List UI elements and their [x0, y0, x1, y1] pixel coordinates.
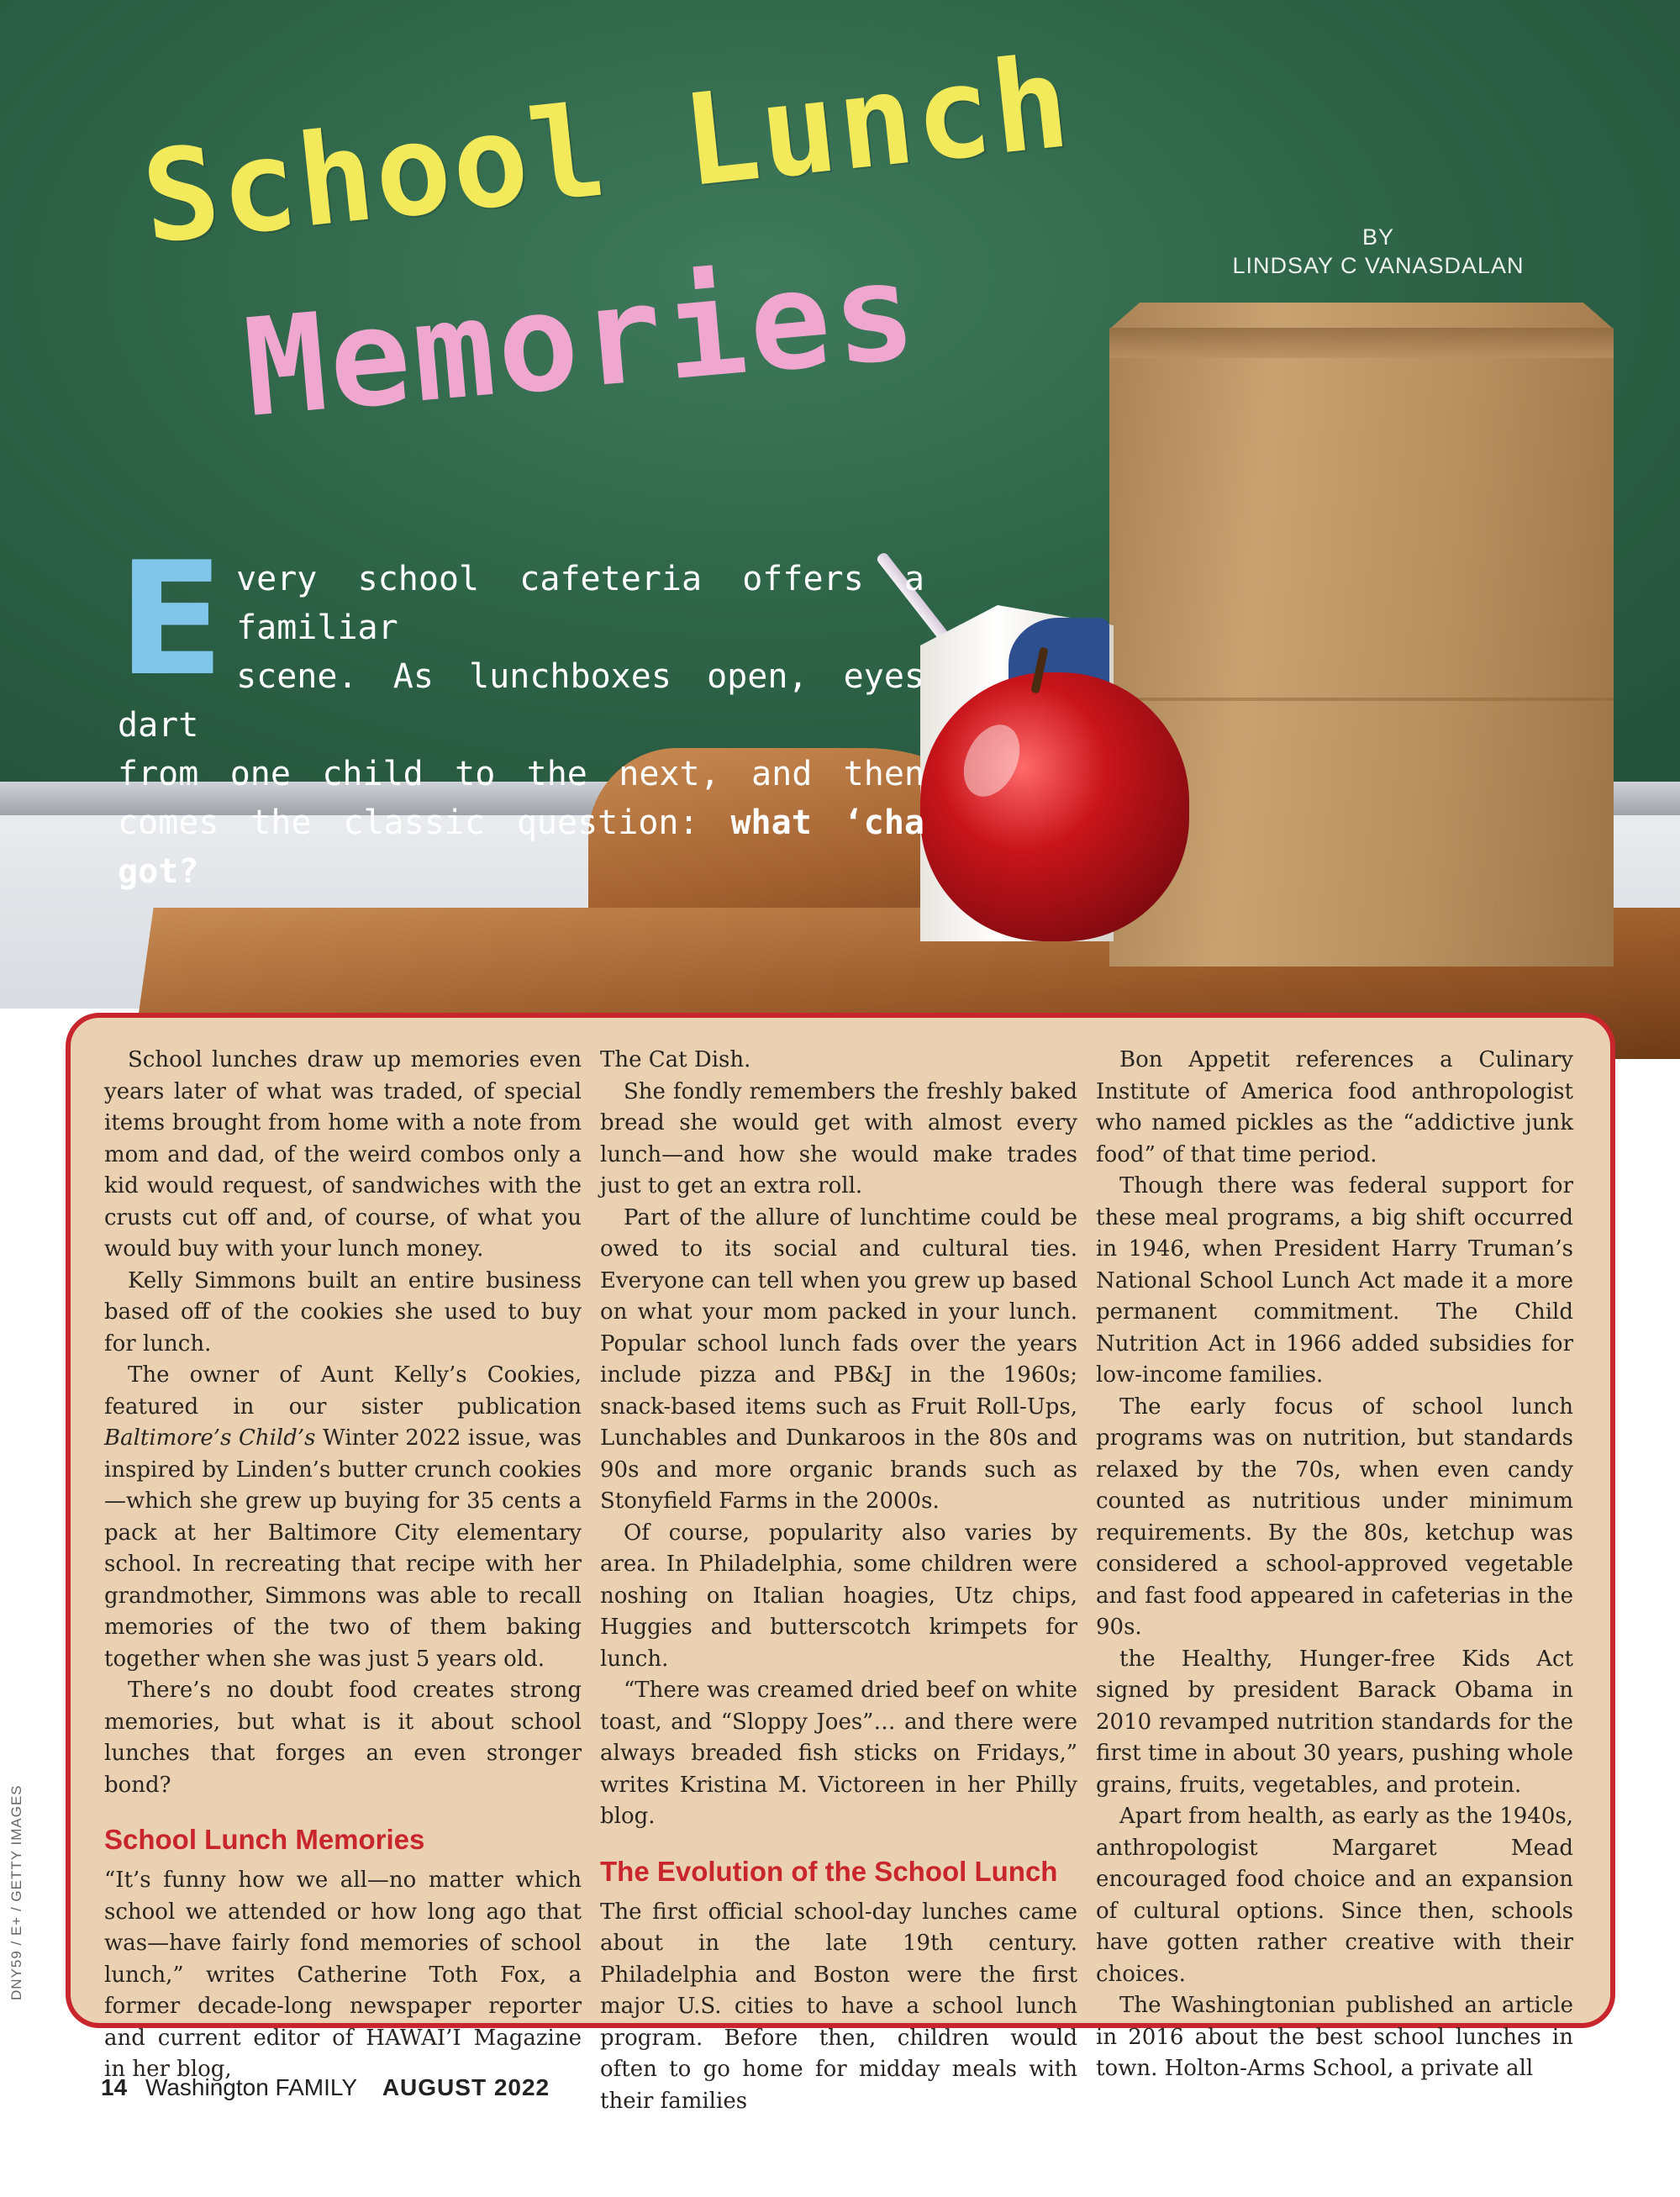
paragraph: Part of the allure of lunchtime could be owed to its social and cultural ties. Everyone can tell when you grew up based on what your mom packed in your lunch. Popular school lunch fads over the years include pizza and PB&J in the 1960s; snack-based items such as Fruit Roll-Ups, Lunchables and Dunkaroos in the 80s and 90s and more organic brands such as Stonyfield Farms in the 2000s. — [600, 1204, 1077, 1514]
paragraph: The early focus of school lunch programs was on nutrition, but standards relaxed by the 70s, when even candy counted as nutritious under minimum requirements. By the 80s, ketchup was considered a school-approved vegetable and fast food appeared in cafeterias in the 90s. — [1096, 1394, 1573, 1640]
byline-by: BY — [1361, 224, 1395, 250]
page-number: 14 — [101, 2074, 128, 2100]
byline — [1210, 223, 1546, 280]
paragraph: “It’s funny how we all—no matter which school we attended or how long ago that was—have fairly fond memories of school lunch,” writes Catherine Toth Fox, a former decade-long newspaper reporter and current editor of HAWAI’I Magazine in her blog, — [104, 1868, 582, 2082]
paragraph: The Washingtonian published an article in 2016 about the best school lunches in town. Holton-Arms School, a private all — [1096, 1993, 1573, 2081]
lunch-bag-fold — [1109, 328, 1614, 358]
magazine-name: Washington FAMILY — [145, 2074, 358, 2100]
intro-line-4 — [118, 798, 924, 896]
paragraph: School lunches draw up memories even years later of what was traded, of special items brought from home with a note from mom and dad, of the weird combos only a kid would request, of sandwiches with the crusts cut off and, of course, of what you would buy with your lunch money. — [104, 1047, 582, 1262]
byline-author: LINDSAY C VANASDALAN — [1232, 253, 1525, 278]
paper-lunch-bag — [1109, 303, 1614, 967]
intro-deck — [118, 528, 924, 896]
paragraph: Of course, popularity also varies by area. In Philadelphia, some children were noshing on Italian hoagies, Utz chips, Huggies and butterscotch krimpets for lunch. — [600, 1520, 1077, 1672]
paragraph: Kelly Simmons built an entire business based off of the cookies she used to buy for lunch. — [104, 1267, 582, 1357]
section-heading-evolution: The Evolution of the School Lunch — [600, 1855, 1058, 1887]
photo-credit: DNY59 / E+ / GETTY IMAGES — [8, 1784, 24, 2000]
publication-name: Baltimore’s Child’s — [104, 1425, 316, 1451]
paragraph: The Cat Dish. — [600, 1047, 751, 1072]
drop-cap: E — [118, 528, 225, 710]
paragraph: Though there was federal support for these meal programs, a big shift occurred in 1946, when President Harry Truman’s National School Lunch Act made it a more permanent commitment. The Child Nutrition Act in 1966 added subsidies for low-income families. — [1096, 1173, 1573, 1388]
column-1 — [104, 1045, 582, 2086]
red-apple — [920, 672, 1189, 941]
paragraph: “There was creamed dried beef on white toast, and “Sloppy Joes”… and there were always breaded fish sticks on Fridays,” writes Kristina M. Victoreen in her Philly blog. — [600, 1678, 1077, 1829]
paragraph: There’s no doubt food creates strong memories, but what is it about school lunches that forges an even stronger bond? — [104, 1678, 582, 1798]
issue-date: AUGUST 2022 — [382, 2074, 550, 2100]
paragraph: Bon Appetit references a Culinary Institute of America food anthropologist who named pickles as the “addictive junk food” of that time period. — [1096, 1047, 1573, 1167]
intro-question-lead: comes the classic question: — [118, 803, 699, 842]
page-footer — [101, 2074, 550, 2101]
intro-line-2: scene. As lunchboxes open, eyes dart — [118, 657, 924, 745]
intro-question: what ‘cha got? — [118, 803, 924, 891]
section-heading-memories: School Lunch Memories — [104, 1824, 425, 1855]
paragraph: Apart from health, as early as the 1940s, anthropologist Margaret Mead encouraged food choice and an expansion of cultural options. Since then, schools have gotten rather creative with their choices. — [1096, 1804, 1573, 1987]
column-2 — [600, 1045, 1077, 2117]
paragraph: She fondly remembers the freshly baked bread she would get with almost every lunch—and how she would make trades just to get an extra roll. — [600, 1078, 1077, 1199]
column-3 — [1096, 1045, 1573, 2085]
lunch-bag-crease — [1109, 698, 1614, 701]
intro-line-3: from one child to the next, and then — [118, 755, 924, 793]
title-line-2: Memories — [238, 231, 924, 447]
paragraph-text: Winter 2022 issue, was inspired by Linden’s butter crunch cookies—which she grew up buying for 35 cents a pack at her Baltimore City elementary school. In recreating that recipe with her grandmother, Simmons was able to recall memories of the two of them baking together when she was just 5 years old. — [104, 1425, 582, 1672]
paragraph — [104, 1360, 582, 1675]
paragraph: The first official school-day lunches came about in the late 19th century. Philadelphia and Boston were the first major U.S. cities to have a school lunch program. Before then, children would often to go home for midday meals with their families — [600, 1899, 1077, 2114]
title-line-1: School Lunch — [135, 29, 1077, 272]
paragraph: the Healthy, Hunger-free Kids Act signed by president Barack Obama in 2010 revamped nutrition standards for the first time in about 30 years, pushing whole grains, fruits, vegetables, and protein. — [1096, 1646, 1573, 1798]
intro-line-1: very school cafeteria offers a familiar — [236, 560, 924, 647]
paragraph-text: The owner of Aunt Kelly’s Cookies, featured in our sister publication — [104, 1362, 582, 1420]
